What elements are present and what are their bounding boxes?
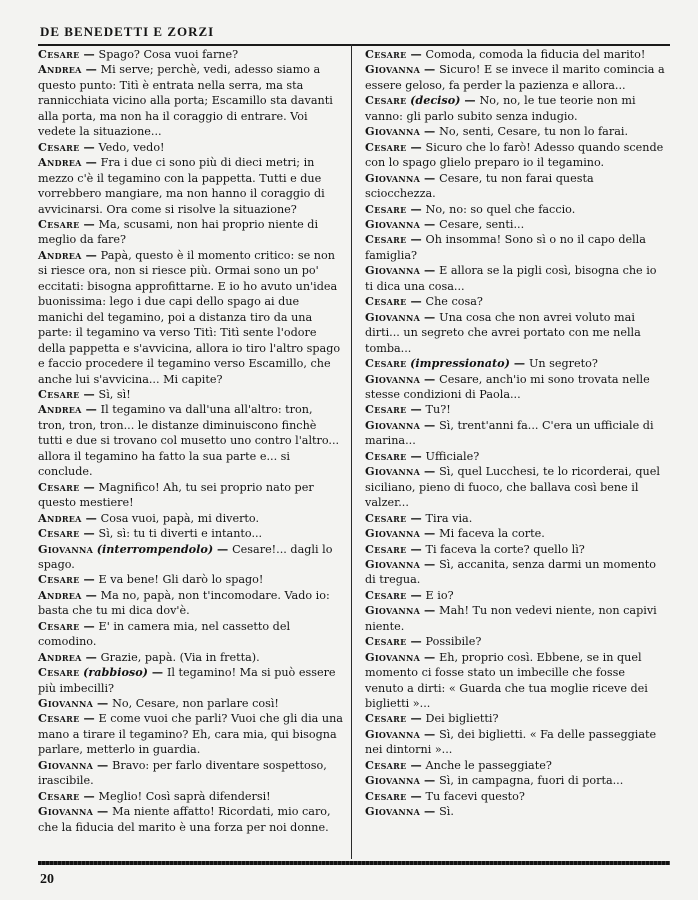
dialogue-line — [365, 557, 665, 588]
dialogue-text: Anche le passeggiate? — [425, 758, 552, 772]
em-dash: — — [406, 510, 426, 525]
speaker-name: Cesare — [365, 356, 407, 371]
dialogue-line — [38, 526, 343, 541]
em-dash: — — [79, 386, 99, 401]
em-dash: — — [406, 788, 426, 803]
speaker-name: Giovanna — [365, 417, 421, 432]
dialogue-line — [38, 155, 343, 217]
em-dash: — — [420, 62, 440, 77]
em-dash: — — [79, 216, 99, 231]
dialogue-line — [365, 588, 665, 603]
em-dash: — — [93, 757, 113, 772]
dialogue-text: Sì, trent'anni fa... C'era un ufficiale di marina... — [365, 418, 654, 448]
speaker-name: Andrea — [38, 587, 82, 602]
speaker-name: Giovanna — [365, 804, 421, 819]
dialogue-text: Cesare, tu non farai questa sciocchezza. — [365, 171, 594, 201]
dialogue-line — [365, 526, 665, 541]
dialogue-text: Ufficiale? — [425, 449, 480, 463]
footer-rule — [38, 861, 670, 865]
dialogue-text: Mi serve; perchè, vedi, adesso siamo a questo punto: Titì è entrata nella serra, ma sta rannicchiata vicino alla porta; Escamillo sta davanti alla porta, ma non ha il coraggio di entrare. Voi vedete la situazione... — [38, 63, 333, 139]
dialogue-line — [365, 62, 665, 93]
dialogue-text: Bravo: per farlo diventare sospettoso, irascibile. — [38, 758, 327, 788]
speaker-name: Giovanna — [365, 773, 421, 788]
em-dash: — — [420, 603, 440, 618]
dialogue-line — [365, 263, 665, 294]
speaker-name: Cesare — [365, 541, 407, 556]
dialogue-line — [38, 804, 343, 835]
em-dash: — — [420, 556, 440, 571]
dialogue-line — [38, 696, 343, 711]
dialogue-line — [38, 758, 343, 789]
dialogue-text: No, no: so quel che faccio. — [425, 202, 576, 216]
speaker-name: Giovanna — [365, 464, 421, 479]
em-dash: — — [420, 309, 440, 324]
speaker-name: Andrea — [38, 402, 82, 417]
dialogue-line — [365, 464, 665, 510]
speaker-name: Andrea — [38, 155, 82, 170]
speaker-name: Andrea — [38, 62, 82, 77]
em-dash: — — [93, 804, 113, 819]
dialogue-line — [365, 217, 665, 232]
dialogue-line — [38, 789, 343, 804]
dialogue-text: E io? — [425, 588, 454, 602]
speaker-name: Giovanna — [365, 556, 421, 571]
speaker-name: Giovanna — [365, 526, 421, 541]
dialogue-line — [365, 171, 665, 202]
dialogue-text: Eh, proprio così. Ebbene, se in quel momento ci fosse stato un imbecille che fosse venuto a dirti: « Guarda che tua moglie riceve dei biglietti »... — [365, 650, 648, 711]
stage-direction: (deciso) — [410, 93, 461, 108]
em-dash: — — [420, 216, 440, 231]
stage-direction: (rabbioso) — [83, 665, 148, 680]
dialogue-line — [38, 402, 343, 479]
speaker-name: Andrea — [38, 649, 82, 664]
em-dash: — — [420, 464, 440, 479]
dialogue-text: E va bene! Gli darò lo spago! — [98, 573, 264, 587]
dialogue-text: Vedo, vedo! — [98, 140, 165, 154]
dialogue-line — [38, 140, 343, 155]
dialogue-text: Sì, quel Lucchesi, te lo ricorderai, quel siciliano, pieno di fuoco, che ballava così bene il valzer... — [365, 465, 660, 510]
stage-direction: (impressionato) — [410, 356, 510, 371]
column-divider — [351, 44, 352, 859]
dialogue-line — [365, 402, 665, 417]
dialogue-line — [365, 542, 665, 557]
em-dash: — — [79, 526, 99, 541]
em-dash: — — [420, 170, 440, 185]
dialogue-line — [365, 372, 665, 403]
dialogue-line — [38, 62, 343, 139]
dialogue-text: Cesare, anch'io mi sono trovata nelle stesse condizioni di Paola... — [365, 372, 650, 401]
dialogue-line — [365, 47, 665, 62]
dialogue-line — [365, 232, 665, 263]
em-dash: — — [406, 402, 426, 417]
speaker-name: Cesare — [365, 47, 407, 61]
em-dash: — — [406, 757, 426, 772]
em-dash: — — [406, 201, 426, 216]
dialogue-line — [365, 140, 665, 171]
em-dash: — — [420, 263, 440, 278]
dialogue-text: Una cosa che non avrei voluto mai dirti... un segreto che avrei portato con me nella tomba... — [365, 310, 641, 355]
dialogue-text: Grazie, papà. (Via in fretta). — [100, 650, 260, 664]
speaker-name: Giovanna — [38, 757, 94, 772]
dialogue-text: Sì, sì: tu ti diverti e intanto... — [98, 527, 263, 541]
dialogue-line — [365, 634, 665, 649]
em-dash: — — [79, 479, 99, 494]
speaker-name: Andrea — [38, 247, 82, 262]
em-dash: — — [81, 62, 101, 77]
dialogue-text: No, senti, Cesare, tu non lo farai. — [439, 125, 628, 139]
dialogue-text: Sì, in campagna, fuori di porta... — [439, 774, 624, 788]
speaker-name: Cesare — [365, 788, 407, 803]
em-dash: — — [420, 124, 440, 139]
dialogue-line — [365, 727, 665, 758]
speaker-name: Cesare — [365, 510, 407, 525]
speaker-name: Cesare — [38, 139, 80, 154]
speaker-name: Giovanna — [365, 170, 421, 185]
dialogue-text: Mah! Tu non vedevi niente, non capivi niente. — [365, 604, 657, 633]
dialogue-text: Sicuro! E se invece il marito comincia a essere geloso, fa perder la pazienza e allora... — [365, 63, 665, 92]
dialogue-line — [38, 511, 343, 526]
speaker-name: Andrea — [38, 510, 82, 525]
dialogue-line — [38, 248, 343, 387]
dialogue-text: E' in camera mia, nel cassetto del comodino. — [38, 619, 291, 649]
em-dash: — — [406, 232, 426, 247]
dialogue-line — [38, 217, 343, 248]
dialogue-text: Mi faceva la corte. — [439, 527, 545, 541]
dialogue-text: Sì, dei biglietti. « Fa delle passeggiate nei dintorni »... — [365, 727, 657, 757]
dialogue-line — [38, 665, 343, 696]
dialogue-text: Cosa vuoi, papà, mi diverto. — [100, 511, 260, 525]
em-dash: — — [81, 649, 101, 664]
dialogue-text: Tira via. — [425, 511, 473, 525]
speaker-name: Giovanna — [38, 804, 94, 819]
em-dash: — — [81, 402, 101, 417]
em-dash: — — [79, 139, 99, 154]
dialogue-text: Sì, sì! — [98, 387, 131, 401]
dialogue-line — [38, 588, 343, 619]
dialogue-line — [365, 356, 665, 371]
em-dash: — — [79, 47, 99, 61]
right-column — [365, 47, 665, 820]
em-dash: — — [420, 417, 440, 432]
dialogue-line — [38, 47, 343, 62]
em-dash: — — [81, 247, 101, 262]
dialogue-text: E allora se la pigli così, bisogna che io ti dica una cosa... — [365, 264, 657, 293]
dialogue-line — [38, 711, 343, 757]
speaker-name: Giovanna — [365, 309, 421, 324]
dialogue-text: Cesare, senti... — [439, 217, 525, 231]
dialogue-text: No, Cesare, non parlare così! — [112, 697, 279, 711]
em-dash: — — [406, 541, 426, 556]
dialogue-text: Oh insomma! Sono sì o no il capo della famiglia? — [365, 233, 646, 262]
em-dash: — — [420, 804, 440, 819]
dialogue-line — [365, 711, 665, 726]
em-dash: — — [460, 93, 480, 108]
page-number: 20 — [40, 872, 54, 887]
em-dash: — — [406, 294, 426, 309]
speaker-name: Cesare — [365, 402, 407, 417]
speaker-name: Cesare — [365, 201, 407, 216]
dialogue-text: Il tegamino! Ma si può essere più imbecilli? — [38, 666, 336, 695]
em-dash: — — [79, 711, 99, 726]
dialogue-text: Sì. — [439, 805, 454, 819]
speaker-name: Cesare — [365, 448, 407, 463]
speaker-name: Cesare — [38, 665, 80, 680]
dialogue-line — [365, 511, 665, 526]
dialogue-line — [38, 619, 343, 650]
em-dash: — — [420, 649, 440, 664]
dialogue-text: Fra i due ci sono più di dieci metri; in mezzo c'è il tegamino con la pappetta. Tutti e due vorrebbero mangiare, ma non hanno il coraggio di avvicinarsi. Ora come si risolve la situazione? — [38, 156, 325, 216]
left-column — [38, 47, 343, 835]
em-dash: — — [79, 788, 99, 803]
dialogue-line — [365, 449, 665, 464]
speaker-name: Cesare — [365, 711, 407, 726]
speaker-name: Cesare — [38, 479, 80, 494]
dialogue-text: Papà, questo è il momento critico: se non si riesce ora, non si riesce più. Ormai sono un po' eccitati: bisogna approfittarne. E io ho avuto un'idea buonissima: lego i due capi dello spago ai due manichi del tegamino, poi a distanza tiro da una parte: il tegamino va verso Titì: Titì sente l'odore della pappetta e s'avvicina, allora io tiro l'altro spago e faccio procedere il tegamino verso Escamillo, che anche lui s'avvicina... Mi capite? — [38, 248, 341, 386]
dialogue-text: Ma niente affatto! Ricordati, mio caro, che la fiducia del marito è una forza per noi donne. — [38, 805, 331, 834]
speaker-name: Giovanna — [365, 263, 421, 278]
dialogue-line — [365, 202, 665, 217]
em-dash: — — [509, 356, 529, 371]
speaker-name: Cesare — [38, 386, 80, 401]
speaker-name: Cesare — [365, 634, 407, 649]
em-dash: — — [420, 726, 440, 741]
speaker-name: Giovanna — [365, 124, 421, 139]
dialogue-text: Ti faceva la corte? quello lì? — [425, 542, 585, 556]
dialogue-text: Cesare!... dagli lo spago. — [38, 542, 333, 571]
dialogue-line — [365, 93, 665, 124]
dialogue-line — [365, 773, 665, 788]
dialogue-text: Meglio! Così saprà difendersi! — [98, 789, 271, 803]
em-dash: — — [93, 696, 113, 711]
dialogue-line — [365, 124, 665, 139]
header-rule — [38, 44, 670, 46]
dialogue-line — [365, 758, 665, 773]
speaker-name: Cesare — [38, 572, 80, 587]
dialogue-text: E come vuoi che parli? Vuoi che gli dia una mano a tirare il tegamino? Eh, cara mia, qui bisogna parlare, metterlo in guardia. — [38, 712, 343, 757]
speaker-name: Cesare — [365, 93, 407, 108]
dialogue-text: Ma, scusami, non hai proprio niente di meglio da fare? — [38, 217, 319, 247]
speaker-name: Cesare — [38, 216, 80, 231]
dialogue-text: Comoda, comoda la fiducia del marito! — [425, 48, 646, 61]
em-dash: — — [81, 510, 101, 525]
em-dash: — — [406, 448, 426, 463]
dialogue-text: Dei biglietti? — [425, 712, 499, 726]
speaker-name: Cesare — [365, 294, 407, 309]
speaker-name: Giovanna — [38, 696, 94, 711]
dialogue-text: Il tegamino va dall'una all'altro: tron, tron, tron, tron... le distanze diminuiscono finchè tutti e due si trovano col musetto uno contro l'altro... allora il tegamino ha fatto la sua parte e... si conclude. — [38, 403, 340, 479]
dialogue-text: Tu facevi questo? — [425, 789, 525, 803]
em-dash: — — [79, 572, 99, 587]
dialogue-text: Che cosa? — [425, 295, 483, 309]
speaker-name: Cesare — [365, 757, 407, 772]
speaker-name: Cesare — [38, 47, 80, 61]
running-header: DE BENEDETTI E ZORZI — [40, 24, 215, 39]
em-dash: — — [406, 634, 426, 649]
speaker-name: Giovanna — [365, 216, 421, 231]
em-dash: — — [406, 711, 426, 726]
em-dash: — — [420, 371, 440, 386]
em-dash: — — [420, 526, 440, 541]
speaker-name: Giovanna — [365, 726, 421, 741]
speaker-name: Giovanna — [38, 541, 94, 556]
em-dash: — — [147, 665, 167, 680]
dialogue-line — [365, 603, 665, 634]
dialogue-text: Sì, accanita, senza darmi un momento di tregua. — [365, 557, 657, 587]
em-dash: — — [81, 587, 101, 602]
dialogue-line — [38, 650, 343, 665]
stage-direction: (interrompendolo) — [96, 541, 214, 556]
dialogue-text: Un segreto? — [528, 357, 598, 371]
speaker-name: Giovanna — [365, 649, 421, 664]
em-dash: — — [213, 541, 233, 556]
dialogue-line — [365, 294, 665, 309]
dialogue-line — [38, 480, 343, 511]
speaker-name: Giovanna — [365, 371, 421, 386]
em-dash: — — [81, 155, 101, 170]
dialogue-text: No, no, le tue teorie non mi vanno: gli parlo subito senza indugio. — [365, 94, 636, 123]
dialogue-text: Sicuro che lo farò! Adesso quando scende con lo spago glielo preparo io il tegamino. — [365, 140, 664, 170]
em-dash: — — [406, 587, 426, 602]
dialogue-text: Magnifico! Ah, tu sei proprio nato per questo mestiere! — [38, 480, 314, 510]
dialogue-text: Possibile? — [425, 635, 482, 649]
dialogue-line — [365, 804, 665, 819]
em-dash: — — [406, 139, 426, 154]
dialogue-text: Ma no, papà, non t'incomodare. Vado io: basta che tu mi dica dov'è. — [38, 588, 330, 618]
dialogue-line — [365, 650, 665, 712]
dialogue-line — [38, 387, 343, 402]
em-dash: — — [79, 618, 99, 633]
speaker-name: Cesare — [365, 587, 407, 602]
dialogue-line — [38, 572, 343, 587]
speaker-name: Cesare — [365, 139, 407, 154]
em-dash: — — [406, 47, 426, 61]
speaker-name: Cesare — [38, 618, 80, 633]
dialogue-line — [365, 310, 665, 356]
speaker-name: Cesare — [38, 788, 80, 803]
speaker-name: Cesare — [38, 526, 80, 541]
dialogue-line — [38, 542, 343, 573]
speaker-name: Giovanna — [365, 62, 421, 77]
speaker-name: Cesare — [38, 711, 80, 726]
dialogue-line — [365, 789, 665, 804]
speaker-name: Cesare — [365, 232, 407, 247]
speaker-name: Giovanna — [365, 603, 421, 618]
em-dash: — — [420, 773, 440, 788]
dialogue-text: Tu?! — [425, 403, 451, 417]
dialogue-text: Spago? Cosa vuoi farne? — [98, 48, 239, 61]
dialogue-line — [365, 418, 665, 449]
